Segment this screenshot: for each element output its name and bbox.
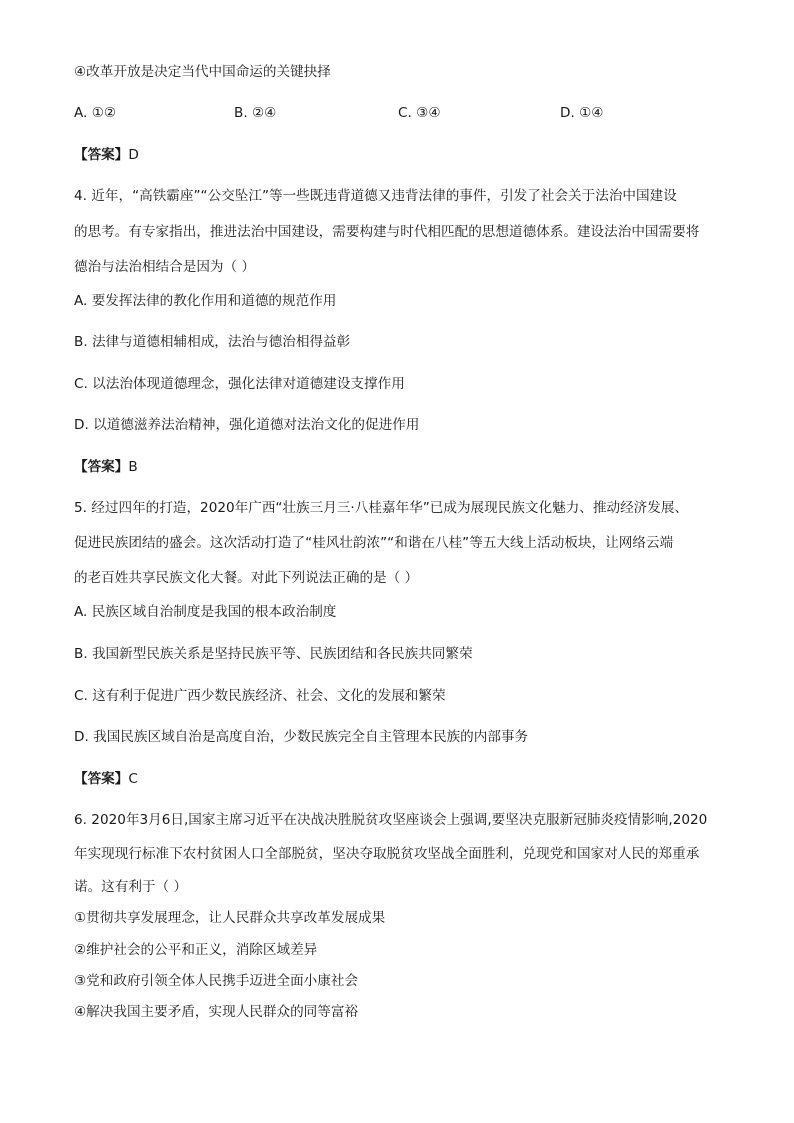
q6-item-3: ③党和政府引领全体人民携手迈进全面小康社会 <box>74 973 359 989</box>
q5-option-c: C. 这有利于促进广西少数民族经济、社会、文化的发展和繁荣 <box>74 688 446 704</box>
answer-value: B <box>128 459 138 475</box>
q3-option-b: B. ②④ <box>234 105 277 121</box>
q4-answer <box>74 457 138 477</box>
q6-stem-line-1: 6. 2020年3月6日,国家主席习近平在决战决胜脱贫攻坚座谈会上强调,要坚决克服新冠肺炎疫情影响,2020 <box>74 812 708 828</box>
q3-answer <box>74 145 139 165</box>
q5-option-d: D. 我国民族区域自治是高度自治，少数民族完全自主管理本民族的内部事务 <box>74 729 529 745</box>
q3-option-c: C. ③④ <box>398 105 441 121</box>
q6-item-4: ④解决我国主要矛盾，实现人民群众的同等富裕 <box>74 1004 359 1020</box>
q5-option-a: A. 民族区域自治制度是我国的根本政治制度 <box>74 604 337 620</box>
q6-item-2: ②维护社会的公平和正义，消除区域差异 <box>74 942 318 958</box>
q6-item-1: ①贯彻共享发展理念，让人民群众共享改革发展成果 <box>74 910 386 926</box>
answer-label: 【答案】 <box>74 147 129 163</box>
q5-answer <box>74 769 138 789</box>
q5-stem-line-1: 5. 经过四年的打造，2020年广西“壮族三月三·八桂嘉年华”已成为展现民族文化魅力、推动经济发展、 <box>74 500 689 516</box>
q5-stem-line-2: 促进民族团结的盛会。这次活动打造了“桂风壮韵浓”“和谐在八桂”等五大线上活动板块，让网络云端 <box>74 535 674 551</box>
q4-option-b: B. 法律与道德相辅相成，法治与德治相得益彰 <box>74 334 351 350</box>
q3-options <box>74 103 714 123</box>
q6-stem-line-2: 年实现现行标准下农村贫困人口全部脱贫，坚决夺取脱贫攻坚战全面胜利，兑现党和国家对人民的郑重承 <box>74 846 700 862</box>
q3-option-d: D. ①④ <box>560 105 604 121</box>
answer-label: 【答案】 <box>74 771 129 787</box>
q6-stem-line-3: 诺。这有利于（ ） <box>74 879 188 895</box>
q5-stem-line-3: 的老百姓共享民族文化大餐。对此下列说法正确的是（ ） <box>74 570 419 586</box>
answer-value: C <box>128 771 138 787</box>
answer-label: 【答案】 <box>74 459 129 475</box>
answer-value: D <box>128 147 139 163</box>
q4-option-d: D. 以道德滋养法治精神，强化道德对法治文化的促进作用 <box>74 417 420 433</box>
q3-option-a: A. ①② <box>74 105 117 121</box>
q3-item-4: ④改革开放是决定当代中国命运的关键抉择 <box>74 64 331 80</box>
q4-stem-line-1: 4. 近年，“高铁霸座”“公交坠江”等一些既违背道德又违背法律的事件，引发了社会关于法治中国建设 <box>74 188 677 204</box>
q4-stem-line-2: 的思考。有专家指出，推进法治中国建设，需要构建与时代相匹配的思想道德体系。建设法治中国需要将 <box>74 224 700 240</box>
q4-option-a: A. 要发挥法律的教化作用和道德的规范作用 <box>74 293 337 309</box>
q5-option-b: B. 我国新型民族关系是坚持民族平等、民族团结和各民族共同繁荣 <box>74 646 473 662</box>
q4-option-c: C. 以法治体现道德理念，强化法律对道德建设支撑作用 <box>74 376 405 392</box>
q4-stem-line-3: 德治与法治相结合是因为（ ） <box>74 259 256 275</box>
